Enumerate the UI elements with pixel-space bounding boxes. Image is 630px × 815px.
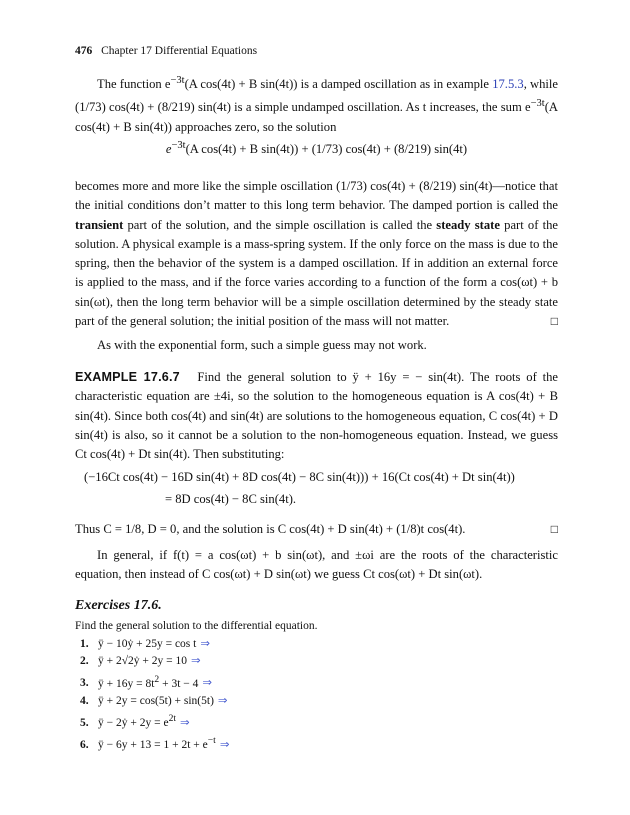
paragraph-in-general: In general, if f(t) = a cos(ωt) + b sin(ωt), and ±ωi are the roots of the characteristic equation, then instead of C cos(ωt) + D sin(ωt) we guess Ct cos(ωt) + Dt sin(ωt). (75, 548, 558, 582)
exercise-equation: ÿ + 2√2ẏ + 2y = 10 (98, 655, 188, 668)
qed-symbol: □ (550, 522, 558, 536)
exercise-equation: ÿ + 2y = cos(5t) + sin(5t) (98, 694, 214, 707)
example-reference-link[interactable]: 17.5.3 (492, 77, 524, 92)
exercise-number: 1. (80, 638, 89, 650)
exercises-heading: Exercises 17.6. (75, 598, 162, 613)
exponent: −t (207, 735, 216, 747)
example-label: EXAMPLE 17.6.7 (75, 370, 180, 384)
paragraph-transient-steady-state (75, 177, 558, 331)
answer-arrow-icon[interactable]: ⇒ (180, 716, 190, 729)
exponent: −3t (171, 140, 186, 151)
exercises-intro: Find the general solution to the differential equation. (75, 620, 318, 632)
math: e (165, 142, 172, 157)
answer-arrow-icon[interactable]: ⇒ (217, 694, 228, 707)
chapter-title: Chapter 17 Differential Equations (101, 45, 258, 57)
exercise-item-5 (80, 710, 229, 732)
exercise-equation: ÿ − 6y + 13 = 1 + 2t + e (98, 738, 208, 751)
exponent: 2t (168, 713, 177, 725)
example-17-6-7 (75, 368, 558, 464)
exercise-number: 2. (80, 655, 89, 668)
exercise-equation: + 3t − 4 (159, 677, 199, 690)
text: (A cos(4t) + B sin(4t)) approaches zero, so the solution (75, 100, 558, 134)
text: The function e (97, 77, 171, 92)
paragraph-thus (75, 520, 558, 539)
exercise-item-6 (80, 732, 229, 754)
exercise-equation: ÿ − 10ẏ + 25y = cos t (98, 638, 197, 650)
exponent: −3t (530, 98, 545, 110)
answer-arrow-icon[interactable]: ⇒ (200, 638, 210, 650)
display-equation-solution (75, 140, 558, 157)
example-text: Find the general solution to ÿ + 16y = − sin(4t). The roots of the characteristic equation are ±4i, so the solution to the homogeneous equation is A cos(4t) + B sin(4t). Since both cos(4t) and sin(4t) are solutions to the homogeneous equation, C cos(4t) + D sin(4t) is also, so it cannot be a solution to the non-homogeneous equation. Instead, we guess Ct cos(4t) + Dt sin(4t). Then substituting: (75, 370, 558, 462)
exercise-number: 4. (80, 694, 89, 707)
display-equation-substitution-line1: (−16Ct cos(4t) − 16D sin(4t) + 8D cos(4t) − 8C sin(4t))) + 16(Ct cos(4t) + Dt sin(4t)) (84, 470, 515, 484)
answer-arrow-icon[interactable]: ⇒ (219, 738, 230, 751)
text: part of the solution, and the simple oscillation is called the (123, 217, 437, 232)
exercise-number: 3. (80, 677, 89, 690)
exercise-equation: ÿ + 16y = 8t (98, 677, 155, 690)
exercise-item-3 (80, 671, 229, 693)
answer-arrow-icon[interactable]: ⇒ (191, 655, 201, 668)
text: part of the solution. A physical example is a mass-spring system. If the only force on the mass is due to the spring, then the behavior of the system is a damped oscillation. If in addition an external force is applied to the mass, and if the force varies according to a function of the form a cos(ωt) + b sin(ωt), then the long term behavior will be a simple oscillation determined by the steady state part of the general solution; the initial position of the mass will not matter. (75, 217, 558, 329)
exercise-list (80, 636, 229, 754)
exercise-number: 6. (80, 738, 89, 751)
exercise-number: 5. (80, 716, 89, 729)
exponent: −3t (170, 75, 185, 86)
exercise-item-4 (80, 693, 229, 710)
math: (A cos(4t) + B sin(4t)) + (1/73) cos(4t) + (8/219) sin(4t) (185, 142, 468, 157)
term-transient: transient (75, 217, 124, 232)
text: , while (1/73) cos(4t) + (8/219) sin(4t) is a simple undamped oscillation. As t increases, the sum e (75, 77, 558, 115)
paragraph-damped-oscillation (75, 71, 558, 137)
display-equation-substitution-line2: = 8D cos(4t) − 8C sin(4t). (165, 492, 297, 506)
exercise-item-1 (80, 636, 229, 653)
exercise-item-2 (80, 653, 229, 670)
exercise-equation: ÿ − 2ẏ + 2y = e (98, 716, 169, 729)
qed-symbol: □ (550, 314, 558, 329)
answer-arrow-icon[interactable]: ⇒ (202, 677, 213, 690)
page-number: 476 (75, 45, 93, 57)
text: Thus C = 1/8, D = 0, and the solution is C cos(4t) + D sin(4t) + (1/8)t cos(4t). (75, 522, 466, 536)
paragraph-simple-guess: As with the exponential form, such a simple guess may not work. (97, 338, 427, 352)
text: becomes more and more like the simple oscillation (1/73) cos(4t) + (8/219) sin(4t)—notice that the initial conditions don’t matter to this long term behavior. The damped portion is called the (75, 179, 558, 213)
text: (A cos(4t) + B sin(4t)) is a damped oscillation as in example (184, 77, 493, 92)
exponent: 2 (154, 673, 160, 685)
term-steady-state: steady state (436, 217, 500, 232)
running-header (75, 45, 257, 57)
